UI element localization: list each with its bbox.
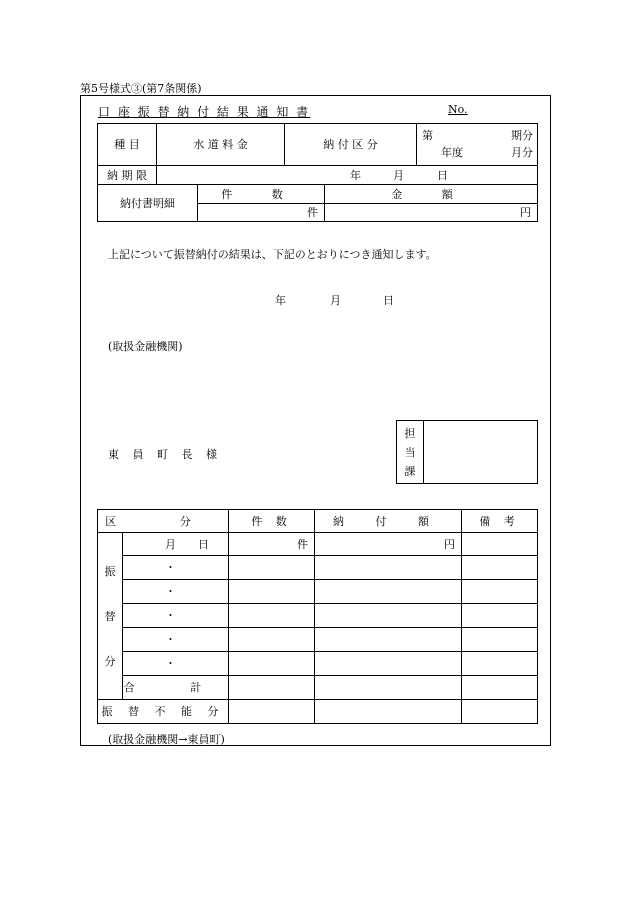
- date-nen: 年: [275, 294, 286, 307]
- row3-en: [315, 580, 462, 604]
- institution-label: (取扱金融機関): [108, 340, 183, 353]
- row4-biko: [462, 604, 538, 628]
- shumoku-value: 水 道 料 金: [157, 124, 285, 166]
- row1-ken: 件: [229, 533, 315, 556]
- gokei-label: 合 計: [123, 676, 229, 700]
- furikae-side-label: [98, 533, 123, 700]
- tanto-char-1: 担: [404, 426, 416, 440]
- tanto-label: [397, 421, 424, 484]
- funo-label: 振 替 不 能 分: [98, 700, 229, 724]
- gokei-biko: [462, 676, 538, 700]
- en-cell: 円: [325, 204, 538, 222]
- row1-tsuki: 月: [165, 538, 176, 551]
- row5-ken: [229, 628, 315, 652]
- row6-date: ・: [123, 652, 229, 676]
- row4-ken: [229, 604, 315, 628]
- funo-biko: [462, 700, 538, 724]
- row5-date: ・: [123, 628, 229, 652]
- date-hi: 日: [383, 294, 394, 307]
- ken-cell: 件: [198, 204, 325, 222]
- kubun-label: 納 付 区 分: [285, 124, 417, 166]
- meisai-label: 納付書明細: [98, 185, 198, 222]
- kigen-value: [157, 166, 538, 185]
- kensu-label: 件 数: [198, 185, 325, 204]
- kigen-tsuki: 月: [393, 169, 404, 182]
- row1-hi: 日: [198, 538, 209, 551]
- row3-ken: [229, 580, 315, 604]
- tanto-box: [396, 420, 538, 484]
- form-number: 第5号様式③(第7条関係): [80, 82, 202, 95]
- kigen-label: 納 期 限: [98, 166, 157, 185]
- dai-text: 第: [422, 129, 433, 142]
- row4-date: ・: [123, 604, 229, 628]
- row6-biko: [462, 652, 538, 676]
- side-char-1: 振: [104, 564, 116, 578]
- nendo-text: 年度: [441, 146, 463, 159]
- tsukibun-text: 月分: [511, 146, 533, 159]
- header-biko: 備 考: [462, 510, 538, 533]
- result-table: [97, 509, 538, 724]
- header-nofugaku: 納 付 額: [315, 510, 462, 533]
- kigen-hi: 日: [437, 169, 448, 182]
- header-kubun: 区 分: [98, 510, 229, 533]
- row2-biko: [462, 556, 538, 580]
- row1-date: [123, 533, 229, 556]
- kibun-text: 期分: [511, 129, 533, 142]
- kubun-value: [417, 124, 538, 166]
- row2-en: [315, 556, 462, 580]
- row1-en: 円: [315, 533, 462, 556]
- row4-en: [315, 604, 462, 628]
- form-title: 口 座 振 替 納 付 結 果 通 知 書: [98, 105, 311, 119]
- row3-biko: [462, 580, 538, 604]
- row1-biko: [462, 533, 538, 556]
- row6-en: [315, 652, 462, 676]
- row6-ken: [229, 652, 315, 676]
- addressee: 東 員 町 長 様: [108, 448, 222, 461]
- kingaku-label: 金 額: [325, 185, 538, 204]
- notice-text: 上記について振替納付の結果は、下記のとおりにつき通知します。: [108, 248, 437, 261]
- footer-note: (取扱金融機関→東員町): [108, 733, 225, 746]
- tanto-value: [424, 421, 538, 484]
- header-kensu: 件 数: [229, 510, 315, 533]
- row5-en: [315, 628, 462, 652]
- gokei-ken: [229, 676, 315, 700]
- date-tsuki: 月: [330, 294, 341, 307]
- side-char-2: 替: [104, 609, 116, 623]
- side-char-3: 分: [104, 654, 116, 668]
- kigen-nen: 年: [350, 169, 361, 182]
- tanto-char-3: 課: [404, 464, 416, 478]
- row5-biko: [462, 628, 538, 652]
- summary-table: [97, 123, 538, 222]
- number-field: No.: [448, 103, 468, 116]
- shumoku-label: 種 目: [98, 124, 157, 166]
- row2-date: ・: [123, 556, 229, 580]
- row2-ken: [229, 556, 315, 580]
- tanto-char-2: 当: [404, 445, 416, 459]
- gokei-en: [315, 676, 462, 700]
- row3-date: ・: [123, 580, 229, 604]
- funo-en: [315, 700, 462, 724]
- funo-ken: [229, 700, 315, 724]
